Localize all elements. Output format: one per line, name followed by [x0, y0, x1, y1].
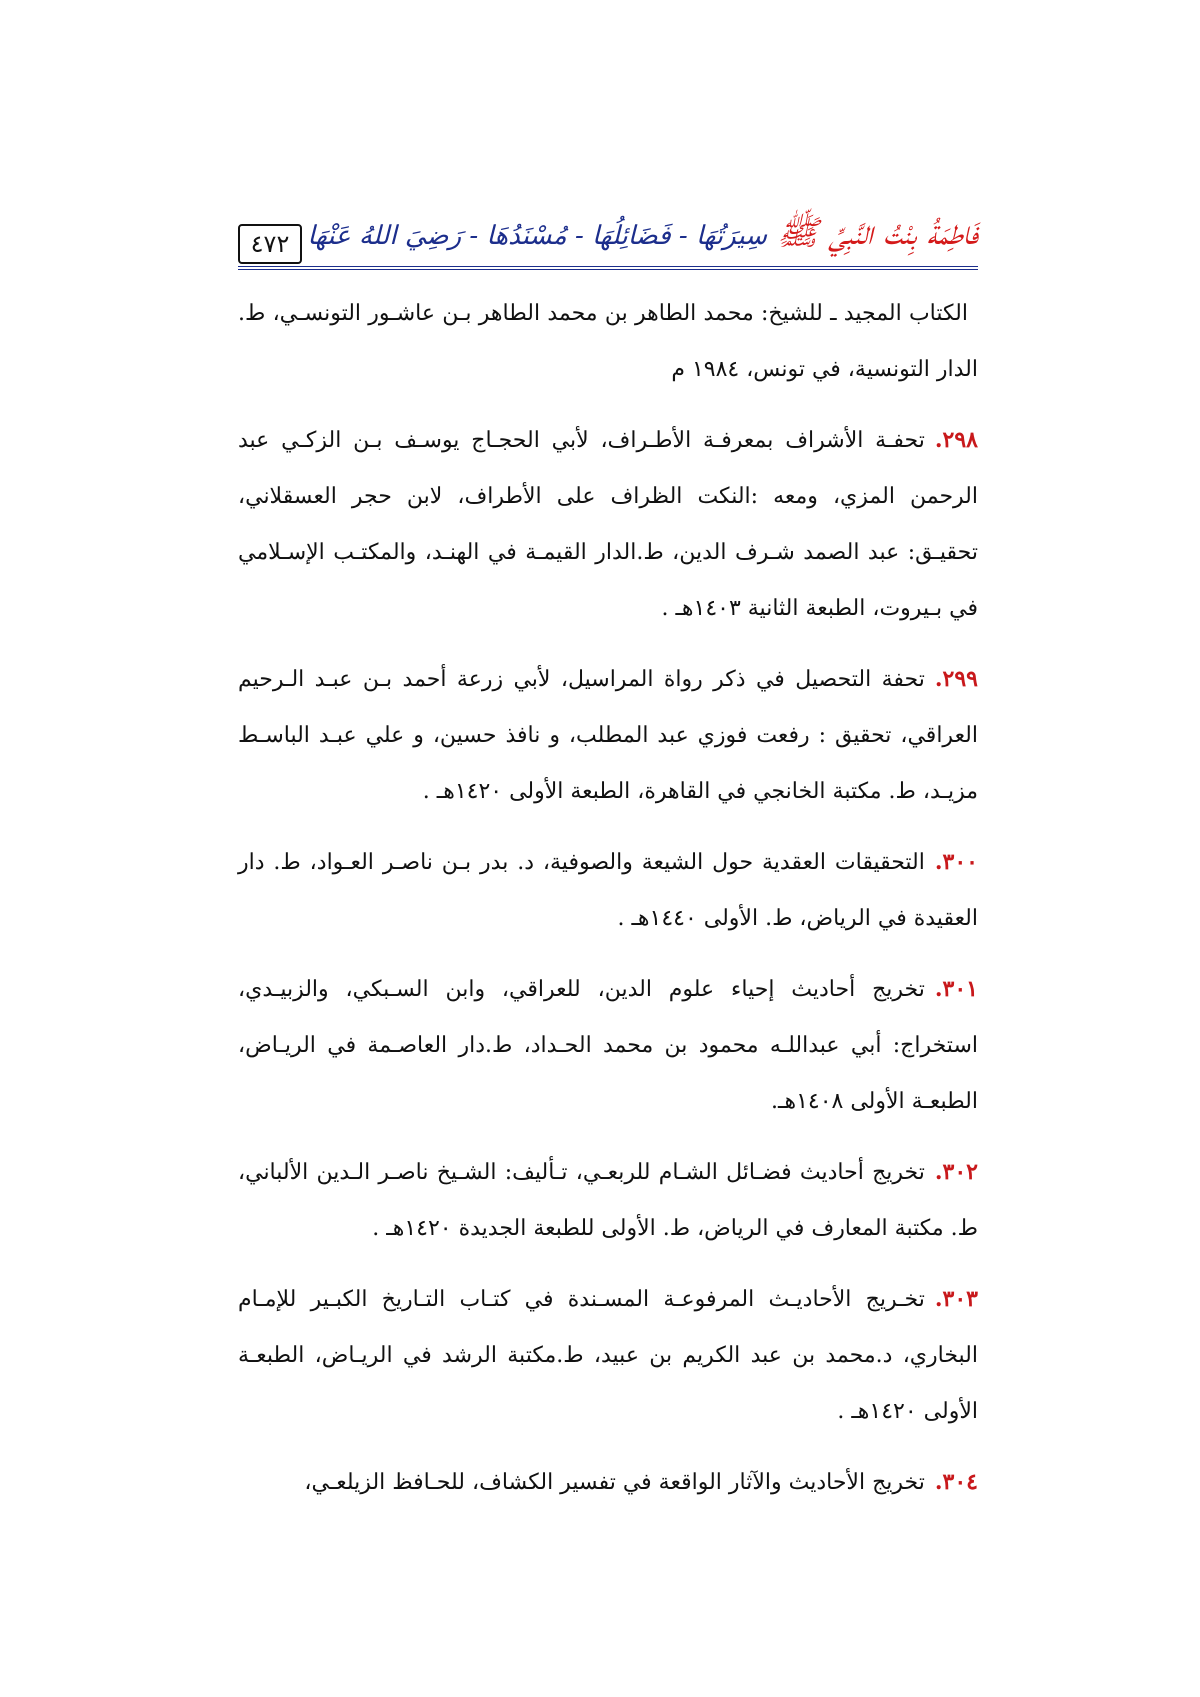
bibliography-entry: [238, 1454, 978, 1511]
entry-text: تخريج أحاديث إحياء علوم الدين، للعراقي، وابن السـبكي، والزبيـدي، استخراج: أبي عبداللـه محمود بن محمد الحـداد، ط.دار العاصـمة في الريـاض، الطبعـة الأولى ١٤٠٨هـ.: [238, 977, 978, 1114]
entry-number: ٢٩٩.: [934, 666, 978, 692]
bibliography-entry: [238, 651, 978, 820]
book-title-main: فَاطِمَةُ بِنْتُ النَّبِيِّ ﷺ: [777, 213, 978, 253]
bibliography-entry: [238, 1271, 978, 1440]
entry-number: ٣٠٢.: [934, 1159, 978, 1185]
bibliography-list: [238, 285, 978, 1525]
page-header: [238, 210, 978, 270]
book-title: [307, 212, 978, 261]
entry-text: تحفة التحصيل في ذكر رواة المراسيل، لأبي زرعة أحمد بـن عبـد الـرحيم العراقي، تحقيق : رفعت فوزي عبد المطلب، و نافذ حسين، و علي عبـد الباسـط مزيـد، ط. مكتبة الخانجي في القاهرة، الطبعة الأولى ١٤٢٠هـ .: [238, 667, 978, 804]
entry-text: التحقيقات العقدية حول الشيعة والصوفية، د. بدر بـن ناصـر العـواد، ط. دار العقيدة في الرياض، ط. الأولى ١٤٤٠هـ .: [238, 850, 978, 931]
entry-text: تخـريج الأحاديـث المرفوعـة المسـندة في كتـاب التـاريخ الكبـير للإمـام البخاري، د.محمد بن عبد الكريم بن عبيد، ط.مكتبة الرشد في الريـاض، الطبعـة الأولى ١٤٢٠هـ .: [238, 1287, 978, 1424]
bibliography-entry: [238, 412, 978, 637]
header-divider: [238, 266, 978, 270]
entry-text: تخريج الأحاديث والآثار الواقعة في تفسير الكشاف، للحـافظ الزيلعـي،: [304, 1470, 925, 1495]
bibliography-entry: [238, 285, 978, 398]
entry-number: ٣٠٣.: [934, 1286, 978, 1312]
bibliography-entry: [238, 1144, 978, 1257]
entry-text: الكتاب المجيد ـ للشيخ: محمد الطاهر بن محمد الطاهر بـن عاشـور التونسـي، ط. الدار التونسية، في تونس، ١٩٨٤ م: [238, 301, 978, 382]
entry-text: تخريج أحاديث فضـائل الشـام للربعـي، تـأليف: الشـيخ ناصـر الـدين الألباني، ط. مكتبة المعارف في الرياض، ط. الأولى للطبعة الجديدة ١٤٢٠هـ .: [238, 1160, 978, 1241]
entry-number: ٣٠٠.: [934, 849, 978, 875]
book-title-subtitle: سِيرَتُهَا - فَضَائِلُهَا - مُسْنَدُهَا - رَضِيَ اللهُ عَنْهَا: [307, 221, 768, 251]
page-number: ٤٧٢: [238, 224, 302, 264]
entry-text: تحفـة الأشراف بمعرفـة الأطـراف، لأبي الحجـاج يوسـف بـن الزكـي عبد الرحمن المزي، ومعه :النكت الظراف على الأطراف، لابن حجر العسقلاني، تحقيـق: عبد الصمد شـرف الدين، ط.الدار القيمـة في الهنـد، والمكتـب الإسـلامي في بـيروت، الطبعة الثانية ١٤٠٣هـ .: [238, 428, 978, 621]
bibliography-entry: [238, 834, 978, 947]
entry-number: ٣٠١.: [934, 976, 978, 1002]
bibliography-entry: [238, 961, 978, 1130]
entry-number: ٣٠٤.: [934, 1469, 978, 1495]
entry-number: ٢٩٨.: [934, 427, 978, 453]
